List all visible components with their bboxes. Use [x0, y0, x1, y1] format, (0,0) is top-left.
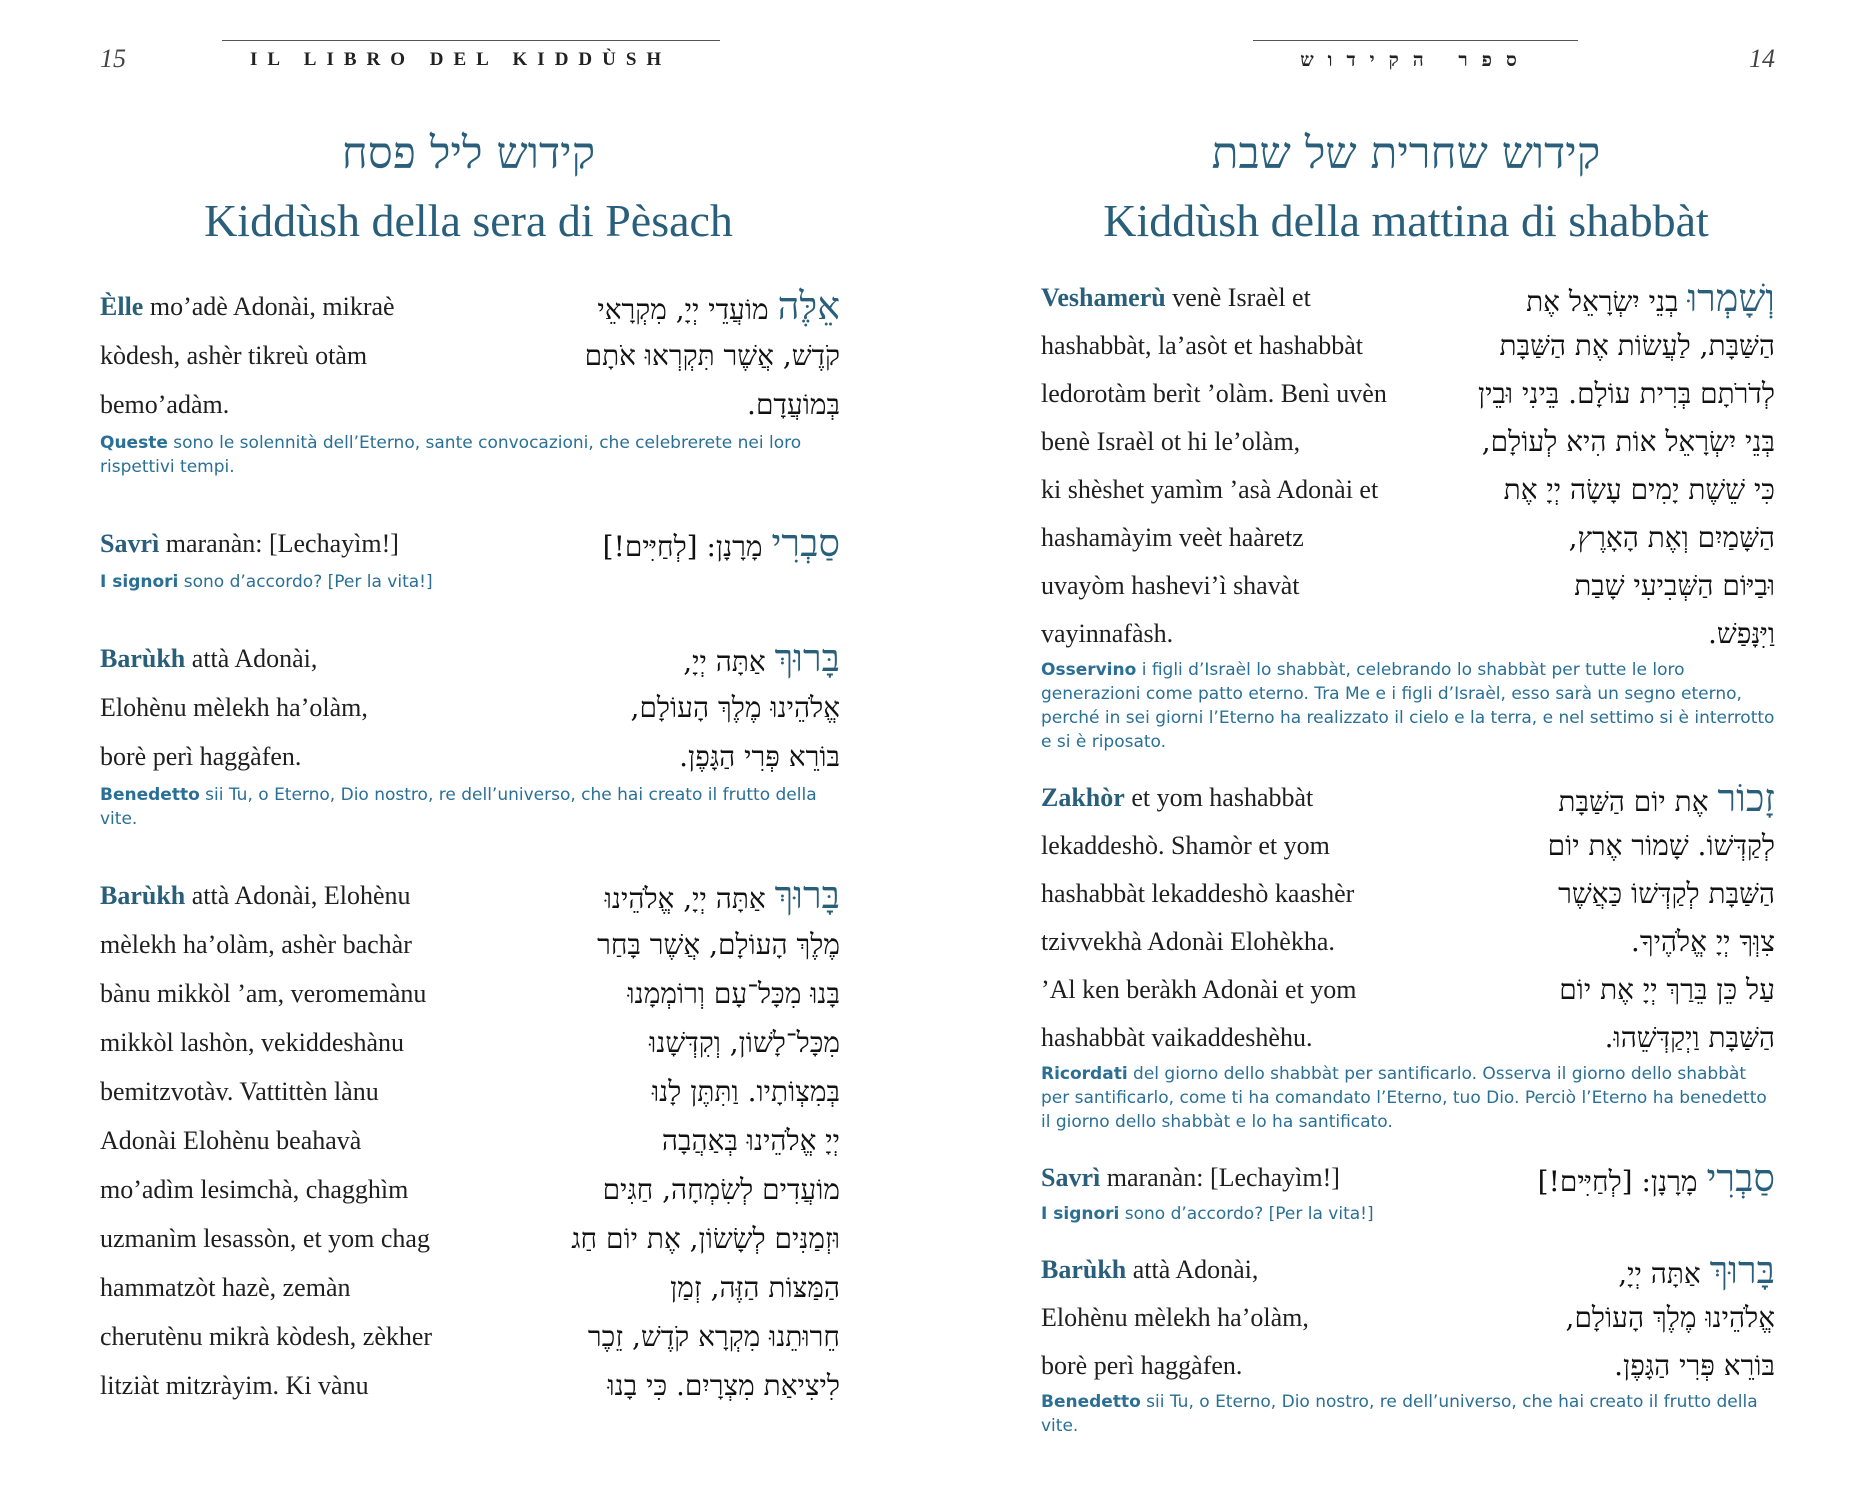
verse-line — [100, 519, 840, 568]
hebrew-text — [585, 331, 840, 380]
hebrew-text — [1559, 966, 1775, 1014]
hebrew-lead-word: וְשָׁמְרוּ — [1687, 276, 1775, 320]
transliteration-text: hashamàyim veèt haàretz — [1041, 523, 1304, 552]
translation-lead-word: Benedetto — [1041, 1392, 1141, 1412]
translation-text: sono d’accordo? [Per la vita!] — [178, 572, 433, 592]
verse-line — [100, 920, 840, 969]
title-italian: Kiddùsh della sera di Pèsach — [204, 195, 733, 246]
verse-line — [1041, 822, 1775, 870]
translation-text: i figli d’Israèl lo shabbàt, celebrando lo shabbàt per tutte le loro generazioni come patto eterno. Tra Me e i figli d’Israèl, esso sarà un segno eterno, perché in sei giorni l’Eterno ha realizzato il cielo e la terra, e nel settimo si è interrotto e si è riposato. — [1041, 660, 1775, 752]
verse-line — [1041, 1154, 1775, 1202]
hebrew-text — [1569, 514, 1775, 562]
verse-line — [100, 969, 840, 1018]
verse-line — [1041, 610, 1775, 658]
verse-line — [100, 1116, 840, 1165]
hebrew-text — [597, 282, 840, 334]
italian-translation — [100, 431, 840, 479]
italian-transliteration — [100, 920, 412, 969]
transliteration-text: ’Al ken beràkh Adonài et yom — [1041, 975, 1357, 1004]
running-head: ספר הקידוש — [1253, 40, 1578, 72]
hebrew-line-text: מֶלֶךְ הָעוֹלָם, אֲשֶׁר בָּחַר — [597, 928, 840, 961]
italian-translation — [1041, 1062, 1775, 1134]
prayer-section — [100, 871, 840, 1410]
hebrew-text — [1558, 774, 1775, 826]
verse-line — [100, 871, 840, 920]
lead-word: Barùkh — [100, 881, 186, 910]
lead-word: Veshamerù — [1041, 283, 1166, 312]
verse-line — [100, 1165, 840, 1214]
transliteration-text: mo’adìm lesimchà, chagghìm — [100, 1175, 409, 1204]
transliteration-text: borè perì haggàfen. — [1041, 1351, 1243, 1380]
transliteration-text: Elohènu mèlekh ha’olàm, — [1041, 1303, 1309, 1332]
hebrew-line-text: מָרָנָן: [לְחַיִּים!] — [602, 530, 772, 563]
hebrew-line-text: הַשָּׁמַיִם וְאֶת הָאָרֶץ, — [1568, 521, 1775, 554]
hebrew-line-text: אֱלֹהֵינוּ מֶלֶךְ הָעוֹלָם, — [1565, 1301, 1775, 1334]
transliteration-text: lekaddeshò. Shamòr et yom — [1041, 831, 1330, 860]
italian-transliteration — [100, 683, 368, 732]
italian-transliteration — [1041, 370, 1387, 418]
hebrew-line-text: חֵרוּתֵנוּ מִקְרָא קֹדֶשׁ, זֵכֶר — [587, 1320, 840, 1353]
hebrew-text — [1605, 1014, 1775, 1062]
hebrew-text — [1708, 610, 1775, 658]
verse-line — [1041, 1246, 1775, 1294]
hebrew-text — [1574, 562, 1775, 610]
prayer-section — [1041, 1154, 1775, 1226]
hebrew-text — [1548, 822, 1775, 870]
transliteration-text: et yom hashabbàt — [1124, 783, 1314, 812]
hebrew-line-text: אַתָּה יְיָ, אֱלֹהֵינוּ — [604, 882, 775, 915]
hebrew-text — [1526, 274, 1775, 326]
italian-translation — [1041, 658, 1775, 754]
hebrew-text — [597, 920, 840, 969]
prayer-section — [100, 634, 840, 831]
verse-line — [1041, 870, 1775, 918]
verse-line — [1041, 274, 1775, 322]
italian-transliteration — [1041, 610, 1173, 658]
italian-transliteration — [100, 1214, 430, 1263]
translation-lead-word: Benedetto — [100, 785, 200, 805]
italian-transliteration — [100, 969, 426, 1018]
hebrew-lead-word: בָּרוּךְ — [774, 636, 840, 680]
lead-word: Barùkh — [1041, 1255, 1127, 1284]
hebrew-text — [1482, 418, 1775, 466]
prayer-section — [1041, 1246, 1775, 1438]
hebrew-text — [683, 634, 840, 686]
prayer-section — [1041, 774, 1775, 1134]
verse-line — [100, 1214, 840, 1263]
hebrew-lead-word: זָכוֹר — [1717, 776, 1775, 820]
hebrew-line-text: מוֹעֲדִים לְשִׂמְחָה, חַגִּים — [602, 1173, 840, 1206]
translation-lead-word: I signori — [100, 572, 179, 592]
italian-transliteration — [1041, 1154, 1340, 1202]
transliteration-text: cherutènu mikrà kòdesh, zèkher — [100, 1322, 433, 1351]
text-column — [100, 282, 840, 1410]
verse-line — [100, 1018, 840, 1067]
italian-transliteration — [100, 282, 395, 331]
hebrew-line-text: בְנֵי יִשְׂרָאֵל אֶת — [1526, 285, 1688, 318]
hebrew-lead-word: בָּרוּךְ — [1709, 1248, 1775, 1292]
hebrew-line-text: בְּמִצְוֹתָיו. וַתִּתֶּן לָנוּ — [651, 1075, 840, 1108]
transliteration-text: uvayòm hashevi’ì shavàt — [1041, 571, 1300, 600]
transliteration-text: mikkòl lashòn, vekiddeshànu — [100, 1028, 405, 1057]
italian-transliteration — [1041, 562, 1300, 610]
lead-word: Savrì — [100, 529, 160, 558]
hebrew-text — [603, 1165, 840, 1214]
hebrew-line-text: לְקַדְּשׁוֹ. שָׁמוֹר אֶת יוֹם — [1547, 829, 1775, 862]
translation-lead-word: Osservino — [1041, 660, 1137, 680]
hebrew-text — [679, 732, 840, 781]
italian-transliteration — [1041, 274, 1311, 322]
transliteration-text: kòdesh, ashèr tikreù otàm — [100, 341, 368, 370]
prayer-section — [100, 282, 840, 479]
prayer-section — [100, 519, 840, 594]
hebrew-text — [1614, 1342, 1775, 1390]
hebrew-lead-word: אֵלֶּה — [777, 284, 840, 328]
hebrew-line-text: יְיָ אֱלֹהֵינוּ בְּאַהֲבָה — [661, 1124, 840, 1157]
verse-line — [100, 1361, 840, 1410]
verse-line — [100, 683, 840, 732]
hebrew-lead-word: סַבְרִי — [1706, 1156, 1775, 1200]
italian-transliteration — [1041, 1014, 1312, 1062]
transliteration-text: hashabbàt lekaddeshò kaashèr — [1041, 879, 1355, 908]
transliteration-text: maranàn: [Lechayìm!] — [1100, 1163, 1340, 1192]
verse-line — [1041, 466, 1775, 514]
hebrew-line-text: בְּנֵי יִשְׂרָאֵל אוֹת הִיא לְעוֹלָם, — [1481, 425, 1775, 458]
italian-transliteration — [100, 871, 411, 920]
hebrew-text — [670, 1263, 840, 1312]
hebrew-line-text: וַיִּנָּפַשׁ. — [1707, 617, 1775, 650]
hebrew-line-text: קֹדֶשׁ, אֲשֶׁר תִּקְרְאוּ אֹתָם — [584, 339, 840, 372]
verse-line — [1041, 1294, 1775, 1342]
hebrew-line-text: וּבַיּוֹם הַשְּׁבִיעִי שָׁבַת — [1574, 569, 1775, 602]
transliteration-text: Elohènu mèlekh ha’olàm, — [100, 693, 368, 722]
italian-transliteration — [100, 1116, 361, 1165]
transliteration-text: maranàn: [Lechayìm!] — [159, 529, 399, 558]
verse-line — [1041, 418, 1775, 466]
italian-translation — [1041, 1390, 1775, 1438]
italian-transliteration — [1041, 822, 1330, 870]
hebrew-text — [1631, 918, 1775, 966]
transliteration-text: litziàt mitzràyim. Ki vànu — [100, 1371, 369, 1400]
italian-transliteration — [100, 331, 367, 380]
transliteration-text: uzmanìm lesassòn, et yom chag — [100, 1224, 430, 1253]
hebrew-line-text: וּזְמַנִּים לְשָׂשׂוֹן, אֶת יוֹם חַג — [571, 1222, 840, 1255]
translation-lead-word: I signori — [1041, 1204, 1120, 1224]
transliteration-text: venè Israèl et — [1165, 283, 1311, 312]
translation-text: sono d’accordo? [Per la vita!] — [1119, 1204, 1374, 1224]
hebrew-line-text: כִּי שֵׁשֶׁת יָמִים עָשָׂה יְיָ אֶת — [1503, 473, 1775, 506]
verse-line — [1041, 514, 1775, 562]
hebrew-text — [607, 1361, 840, 1410]
lead-word: Zakhòr — [1041, 783, 1125, 812]
prayer-section — [1041, 274, 1775, 754]
lead-word: Savrì — [1041, 1163, 1101, 1192]
hebrew-line-text: אֶת יוֹם הַשַּׁבָּת — [1558, 785, 1718, 818]
italian-transliteration — [100, 732, 301, 781]
hebrew-text — [1618, 1246, 1775, 1298]
hebrew-line-text: לְדֹרֹתָם בְּרִית עוֹלָם. בֵּינִי וּבֵין — [1477, 377, 1775, 410]
hebrew-line-text: מוֹעֲדֵי יְיָ, מִקְרָאֵי — [597, 293, 778, 326]
hebrew-text — [603, 519, 840, 571]
running-head: IL LIBRO DEL KIDDÙSH — [222, 40, 720, 71]
italian-transliteration — [1041, 514, 1304, 562]
italian-transliteration — [1041, 1294, 1309, 1342]
lead-word: Èlle — [100, 292, 144, 321]
hebrew-text — [1500, 322, 1776, 370]
hebrew-line-text: אַתָּה יְיָ, — [1618, 1257, 1710, 1290]
transliteration-text: borè perì haggàfen. — [100, 742, 302, 771]
verse-line — [100, 732, 840, 781]
hebrew-text — [1538, 1154, 1775, 1206]
italian-transliteration — [100, 634, 317, 683]
translation-text: sono le solennità dell’Eterno, sante convocazioni, che celebrerete nei loro rispettivi tempi. — [100, 433, 802, 477]
hebrew-line-text: בּוֹרֵא פְּרִי הַגָּפֶן. — [1614, 1349, 1775, 1382]
transliteration-text: Adonài Elohènu beahavà — [100, 1126, 362, 1155]
italian-transliteration — [1041, 466, 1378, 514]
italian-transliteration — [100, 380, 229, 429]
italian-transliteration — [1041, 1342, 1242, 1390]
hebrew-text — [649, 1018, 840, 1067]
transliteration-text: mo’adè Adonài, mikraè — [143, 292, 395, 321]
hebrew-line-text: בּוֹרֵא פְּרִי הַגָּפֶן. — [679, 740, 840, 773]
title-hebrew: קידוש ליל פסח — [341, 128, 596, 179]
hebrew-text — [1566, 1294, 1775, 1342]
hebrew-lead-word: סַבְרִי — [771, 521, 840, 565]
verse-line — [100, 331, 840, 380]
verse-line — [100, 1263, 840, 1312]
italian-transliteration — [100, 1018, 404, 1067]
verse-line — [100, 1067, 840, 1116]
hebrew-text — [631, 683, 840, 732]
italian-transliteration — [1041, 966, 1357, 1014]
hebrew-line-text: לִיצִיאַת מִצְרָיִם. כִּי בָנוּ — [607, 1369, 840, 1402]
transliteration-text: bemo’adàm. — [100, 390, 230, 419]
page-number: 15 — [100, 44, 126, 73]
verse-line — [100, 1312, 840, 1361]
verse-line — [100, 380, 840, 429]
italian-transliteration — [100, 1165, 408, 1214]
italian-transliteration — [100, 1263, 350, 1312]
hebrew-line-text: אַתָּה יְיָ, — [683, 645, 775, 678]
hebrew-text — [652, 1067, 840, 1116]
transliteration-text: attà Adonài, — [185, 644, 318, 673]
transliteration-text: hashabbàt, la’asòt et hashabbàt — [1041, 331, 1363, 360]
verse-line — [100, 282, 840, 331]
transliteration-text: mèlekh ha’olàm, ashèr bachàr — [100, 930, 412, 959]
verse-line — [1041, 322, 1775, 370]
transliteration-text: benè Israèl ot hi le’olàm, — [1041, 427, 1301, 456]
verse-line — [1041, 774, 1775, 822]
hebrew-line-text: אֱלֹהֵינוּ מֶלֶךְ הָעוֹלָם, — [630, 691, 840, 724]
italian-transliteration — [100, 1067, 379, 1116]
hebrew-line-text: הַשַּׁבָּת לְקַדְּשׁוֹ כַּאֲשֶׁר — [1558, 877, 1775, 910]
left-page — [0, 0, 937, 1500]
translation-text: sii Tu, o Eterno, Dio nostro, re dell’universo, che hai creato il frutto della vite. — [100, 785, 817, 829]
hebrew-line-text: בְּמוֹעֲדָם. — [747, 388, 840, 421]
italian-transliteration — [1041, 1246, 1258, 1294]
transliteration-text: hashabbàt vaikaddeshèhu. — [1041, 1023, 1313, 1052]
page-number: 14 — [1749, 44, 1775, 73]
hebrew-line-text: עַל כֵּן בֵּרַךְ יְיָ אֶת יוֹם — [1559, 973, 1775, 1006]
right-page — [937, 0, 1875, 1500]
transliteration-text: hammatzòt hazè, zemàn — [100, 1273, 351, 1302]
italian-transliteration — [100, 1361, 369, 1410]
italian-transliteration — [1041, 418, 1300, 466]
title-hebrew: קידוש שחרית של שבת — [1211, 128, 1601, 179]
hebrew-text — [662, 1116, 840, 1165]
hebrew-line-text: מִכָּל־לָשׁוֹן, וְקִדְּשָׁנוּ — [649, 1026, 840, 1059]
translation-lead-word: Ricordati — [1041, 1064, 1128, 1084]
hebrew-text — [1478, 370, 1775, 418]
hebrew-text — [588, 1312, 840, 1361]
hebrew-lead-word: בָּרוּךְ — [774, 873, 840, 917]
hebrew-text — [627, 969, 840, 1018]
transliteration-text: ki shèshet yamìm ’asà Adonài et — [1041, 475, 1379, 504]
hebrew-line-text: הַמַּצּוֹת הַזֶּה, זְמַן — [670, 1271, 840, 1304]
verse-line — [100, 634, 840, 683]
italian-transliteration — [1041, 918, 1335, 966]
italian-transliteration — [1041, 870, 1354, 918]
italian-transliteration — [1041, 774, 1313, 822]
verse-line — [1041, 562, 1775, 610]
hebrew-text — [747, 380, 840, 429]
italian-transliteration — [100, 519, 399, 568]
italian-translation — [100, 570, 840, 594]
lead-word: Barùkh — [100, 644, 186, 673]
hebrew-text — [1558, 870, 1775, 918]
italian-transliteration — [1041, 322, 1363, 370]
hebrew-line-text: מָרָנָן: [לְחַיִּים!] — [1537, 1165, 1707, 1198]
transliteration-text: vayinnafàsh. — [1041, 619, 1174, 648]
hebrew-text — [605, 871, 840, 923]
italian-translation — [100, 783, 840, 831]
verse-line — [1041, 1342, 1775, 1390]
transliteration-text: attà Adonài, Elohènu — [185, 881, 411, 910]
verse-line — [1041, 1014, 1775, 1062]
hebrew-line-text: בָּנוּ מִכָּל־עָם וְרוֹמְמָנוּ — [627, 977, 840, 1010]
verse-line — [1041, 918, 1775, 966]
transliteration-text: attà Adonài, — [1126, 1255, 1259, 1284]
hebrew-line-text: הַשַּׁבָּת, לַעֲשׂוֹת אֶת הַשַּׁבָּת — [1499, 329, 1775, 362]
italian-transliteration — [100, 1312, 432, 1361]
transliteration-text: bemitzvotàv. Vattittèn lànu — [100, 1077, 379, 1106]
translation-text: sii Tu, o Eterno, Dio nostro, re dell’universo, che hai creato il frutto della vite. — [1041, 1392, 1758, 1436]
translation-lead-word: Queste — [100, 433, 168, 453]
translation-text: del giorno dello shabbàt per santificarlo. Osserva il giorno dello shabbàt per santificarlo, come ti ha comandato l’Eterno, tuo Dio. Perciò l’Eterno ha benedetto il giorno dello shabbàt e lo ha santificato. — [1041, 1064, 1767, 1132]
title-italian: Kiddùsh della mattina di shabbàt — [1103, 195, 1709, 246]
hebrew-line-text: צִוְּךָ יְיָ אֱלֹהֶיךָ. — [1630, 925, 1775, 958]
verse-line — [1041, 966, 1775, 1014]
transliteration-text: ledorotàm berìt ’olàm. Benì uvèn — [1041, 379, 1387, 408]
transliteration-text: bànu mikkòl ’am, veromemànu — [100, 979, 427, 1008]
verse-line — [1041, 370, 1775, 418]
hebrew-text — [571, 1214, 840, 1263]
hebrew-line-text: הַשַּׁבָּת וַיְקַדְּשֵׁהוּ. — [1604, 1021, 1775, 1054]
transliteration-text: tzivvekhà Adonài Elohèkha. — [1041, 927, 1335, 956]
hebrew-text — [1504, 466, 1775, 514]
text-column — [1041, 274, 1775, 1458]
